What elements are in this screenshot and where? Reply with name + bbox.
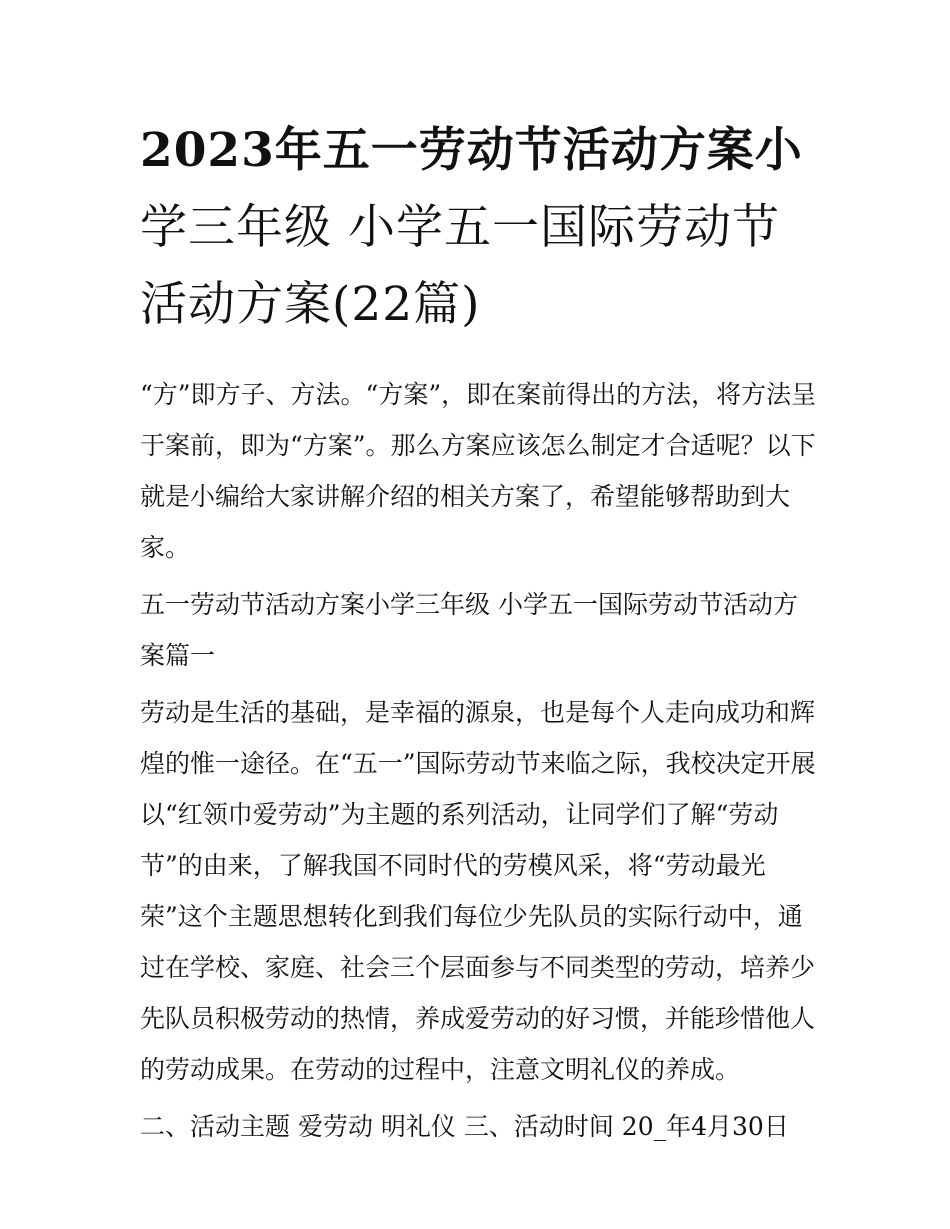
document-title xyxy=(140,112,820,343)
body-paragraph: 劳动是生活的基础，是幸福的源泉，也是每个人走向成功和辉 煌的惟一途径。在“五一”国际劳动节来临之际，我校决定开展 以“红领巾爱劳动”为主题的系列活动，让同学们了解“劳动 节”的由来，了解我国不同时代的劳模风采，将“劳动最光 荣”这个主题思想转化到我们每位少先队员的实际行动中，通 过在学校、家庭、社会三个层面参与不同类型的劳动，培养少 先队员积极劳动的热情，养成爱劳动的好习惯，并能珍惜他人 的劳动成果。在劳动的过程中，注意文明礼仪的养成。 xyxy=(140,698,816,1084)
title-line-1: 2023年五一劳动节活动方案小 xyxy=(140,123,803,178)
document-page xyxy=(140,112,820,1158)
title-line-2: 学三年级 小学五一国际劳动节 xyxy=(140,200,780,255)
activity-line: 二、活动主题 爱劳动 明礼仪 三、活动时间 20_年4月30日 xyxy=(140,1112,789,1141)
section-heading: 五一劳动节活动方案小学三年级 小学五一国际劳动节活动方 案篇一 xyxy=(140,590,798,670)
title-line-3: 活动方案(22篇) xyxy=(140,277,481,332)
intro-paragraph: “方”即方子、方法。“方案”，即在案前得出的方法，将方法呈 于案前，即为“方案”。那么方案应该怎么制定才合适呢？以下 就是小编给大家讲解介绍的相关方案了，希望能够帮助到大 家。 xyxy=(140,380,817,562)
